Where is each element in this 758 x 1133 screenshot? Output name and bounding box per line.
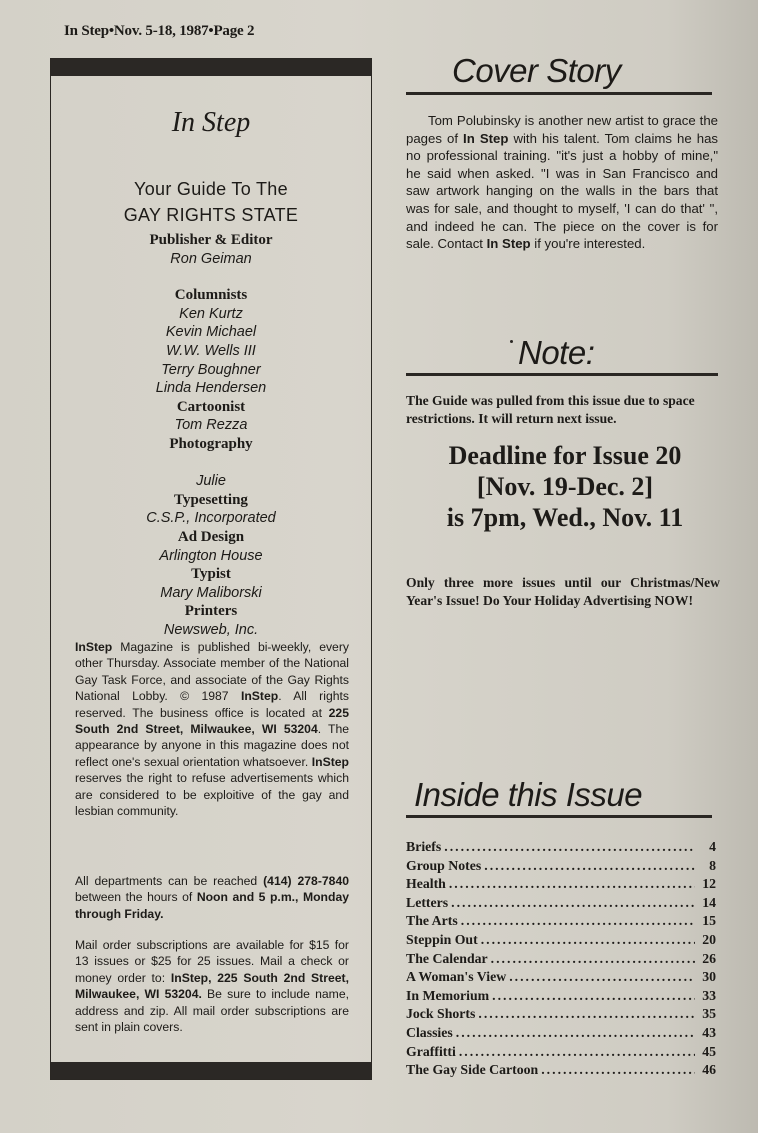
masthead-title: In Step xyxy=(171,107,251,138)
toc-page: 35 xyxy=(702,1006,716,1022)
text: if you're interested. xyxy=(530,236,646,252)
toc-page: 33 xyxy=(702,987,716,1003)
deadline-line-2: [Nov. 19-Dec. 2] xyxy=(476,472,654,501)
toc-item xyxy=(406,894,716,913)
toc-page: 30 xyxy=(702,969,716,985)
toc-label: Classies xyxy=(406,1024,453,1040)
toc-label: In Memorium xyxy=(406,987,490,1003)
credit-name: Ken Kurtz xyxy=(179,305,243,322)
credit-role: Ad Design xyxy=(177,528,245,545)
deadline-notice xyxy=(406,440,724,533)
toc-label: Jock Shorts xyxy=(406,1006,476,1022)
credit-name: C.S.P., Incorporated xyxy=(146,510,276,527)
credit-role: Photography xyxy=(169,435,253,452)
toc-page: 45 xyxy=(702,1043,716,1059)
credit-name: Kevin Michael xyxy=(165,324,257,341)
toc-page: 46 xyxy=(702,1062,716,1078)
credit-role: Publisher & Editor xyxy=(149,232,273,248)
toc-item xyxy=(406,987,716,1006)
text: reserves the right to refuse advertisements which are considered to be exploitive of the gay and lesbian community. xyxy=(75,771,349,819)
toc-page: 26 xyxy=(702,950,716,966)
text-bold: In Step xyxy=(463,130,509,146)
subscription-info xyxy=(75,937,349,1035)
toc-label: Steppin Out xyxy=(406,931,478,947)
text-bold: InStep xyxy=(311,754,349,769)
deadline-line-1: Deadline for Issue 20 xyxy=(448,441,682,470)
credit-name: Julie xyxy=(196,473,226,490)
credit-role: Typesetting xyxy=(174,491,248,508)
page-header: In Step•Nov. 5-18, 1987•Page 2 xyxy=(64,23,255,39)
credit-name: Tom Rezza xyxy=(174,417,248,434)
toc-page: 20 xyxy=(702,931,716,947)
credit-role: Columnists xyxy=(174,287,248,304)
office-hours: Noon and 5 p.m., Monday through Friday. xyxy=(75,890,350,921)
note-rule xyxy=(406,373,718,376)
text: All departments can be reached xyxy=(75,874,264,888)
toc-page: 4 xyxy=(709,839,716,854)
toc-item xyxy=(406,1061,716,1080)
cover-story-rule xyxy=(406,92,712,95)
toc-item xyxy=(406,950,716,969)
masthead-tagline xyxy=(51,176,371,228)
publication-info xyxy=(75,639,349,819)
table-of-contents xyxy=(406,838,716,1080)
deadline-line-3: is 7pm, Wed., Nov. 11 xyxy=(446,503,684,532)
toc-item xyxy=(406,1043,716,1062)
masthead-box xyxy=(50,58,372,1080)
toc-label: The Gay Side Cartoon xyxy=(406,1062,539,1078)
credit-name: W.W. Wells III xyxy=(166,342,256,359)
text: Magazine is published bi-weekly, every other Thursday. Associate member of the National Gay Task Force, and associate of the Gay Rights National Lobby. © 1987 xyxy=(75,640,349,704)
cover-story-title: Cover Story xyxy=(452,52,621,89)
toc-label: Briefs xyxy=(406,839,442,854)
toc-label: The Calendar xyxy=(406,950,488,966)
credit-role: Cartoonist xyxy=(176,398,246,415)
inside-issue-rule xyxy=(406,815,712,818)
credit-name: Arlington House xyxy=(159,547,263,564)
contact-info xyxy=(75,873,349,922)
toc-item xyxy=(406,1005,716,1024)
note-dot xyxy=(510,340,513,343)
text: between the hours of xyxy=(75,890,197,905)
toc-label: Letters xyxy=(406,894,449,910)
credit-name xyxy=(51,454,371,473)
mailing-address: InStep, 225 South 2nd Street, Milwaukee, WI 53204. xyxy=(75,970,349,1002)
phone-number: (414) 278-7840 xyxy=(263,874,349,888)
masthead-top-bar xyxy=(51,59,371,76)
masthead-bottom-bar xyxy=(51,1062,371,1079)
toc-item xyxy=(406,838,716,857)
toc-item xyxy=(406,1024,716,1043)
text: . The appearance by anyone in this magazine does not reflect one's sexual orientation whatsoever. xyxy=(75,722,349,769)
cover-story-text xyxy=(406,112,718,253)
text: Tom Polubinsky is another new artist to grace the pages of xyxy=(406,113,718,146)
text: . All rights reserved. The business office is located at xyxy=(75,689,349,720)
credit-name: Terry Boughner xyxy=(161,361,261,378)
toc-item xyxy=(406,968,716,987)
text: with his talent. Tom claims he has no professional training. "it's just a hobby of mine," he said when asked. "I was in San Francisco and saw artwork hanging on the walls in the bars that was for sale, and thought to myself, 'I can do that' ", and indeed he can. The piece on the cover is for sale. Contact xyxy=(406,130,718,252)
text: Be sure to include name, address and zip. All mail order subscriptions are sent in plain covers. xyxy=(75,987,349,1035)
text-bold: InStep xyxy=(75,640,113,654)
toc-label: Health xyxy=(406,876,446,892)
note-title: Note: xyxy=(518,334,595,371)
credit-role: Printers xyxy=(184,603,238,620)
toc-item xyxy=(406,931,716,950)
credit-name: Mary Maliborski xyxy=(160,584,262,601)
holiday-notice: Only three more issues until our Christmas/New Year's Issue! Do Your Holiday Advertising NOW! xyxy=(406,575,720,608)
toc-item xyxy=(406,875,716,894)
text-bold: In Step xyxy=(486,236,531,252)
toc-page: 43 xyxy=(702,1024,716,1040)
toc-label: The Arts xyxy=(406,913,458,929)
toc-page: 12 xyxy=(702,876,716,892)
toc-item xyxy=(406,857,716,876)
text-bold: 225 South 2nd Street, Milwaukee, WI 53204 xyxy=(75,705,349,737)
inside-issue-title: Inside this Issue xyxy=(414,776,643,813)
toc-label: Group Notes xyxy=(406,857,482,873)
toc-item xyxy=(406,912,716,931)
credit-role: Typist xyxy=(191,566,231,583)
tagline-line-1: Your Guide To The xyxy=(134,179,288,199)
text: Mail order subscriptions are available for $15 for 13 issues or $25 for 25 issues. Mail a check or money order to: xyxy=(75,938,349,985)
toc-page: 8 xyxy=(709,857,716,873)
credit-name: Linda Hendersen xyxy=(155,380,267,397)
toc-page: 14 xyxy=(702,894,716,910)
toc-label: A Woman's View xyxy=(406,969,507,985)
credit-name: Newsweb, Inc. xyxy=(163,621,259,638)
tagline-line-2: GAY RIGHTS STATE xyxy=(123,205,299,225)
note-text: The Guide was pulled from this issue due to space restrictions. It will return next issue. xyxy=(406,393,695,426)
toc-page: 15 xyxy=(702,913,716,929)
text-bold: InStep xyxy=(240,689,279,704)
toc-label: Graffitti xyxy=(406,1043,456,1059)
credit-name: Ron Geiman xyxy=(170,250,252,267)
staff-credits xyxy=(51,231,371,639)
